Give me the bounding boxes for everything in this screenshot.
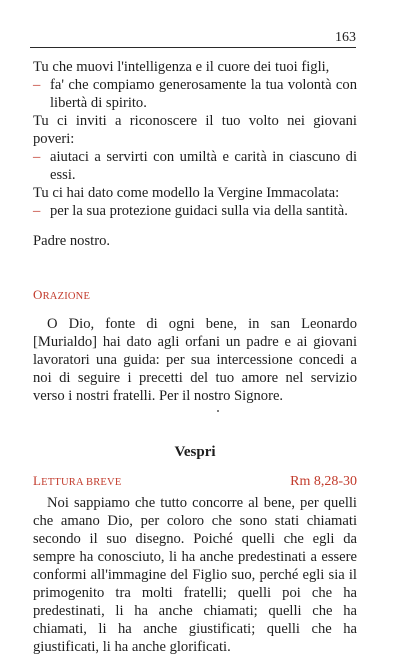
intercession-response-text: fa' che compiamo generosamente la tua volontà con libertà di spirito. [50,77,357,111]
lettura-text: Noi sappiamo che tutto concorre al bene, per quelli che amano Dio, per coloro che sono stati chiamati secondo il suo disegno. Poiché quelli che egli da sempre ha conosciuto, li ha anche predestinati a essere conformi all'immagine del Figlio suo, perché egli sia il primogenito tra molti fratelli; quelli poi che ha predestinati, li ha anche chiamati; quelli che ha chiamati, li ha anche giustificati; quelli che ha giustificati, li ha anche glorificati. [33,495,357,655]
response-dash: – [33,149,41,165]
response-dash: – [33,77,41,93]
page-number: 163 [335,30,356,45]
vespri-title: Vespri [174,444,216,460]
page-content [33,58,357,656]
intercession-response-text: aiutaci a servirti con umiltà e carità in ciascuno di essi. [50,149,357,183]
intercession-3 [33,184,357,220]
intercession-1 [33,58,357,112]
padre-nostro: Padre nostro. [33,233,111,249]
intercession-response [33,202,357,220]
intercession-response [33,76,357,112]
orazione-text: O Dio, fonte di ogni bene, in san Leonardo [Murialdo] hai dato agli orfani un padre e ai giovani lavoratori una guida: per sua intercessione concedi a noi di seguire i precetti del tuo amore nel servizio verso i nostri fratelli. Per il nostro Signore. [33,316,357,404]
orazione-label: ORAZIONE [33,287,91,302]
lettura-reference: Rm 8,28-30 [290,474,357,489]
paper-speck [217,410,219,412]
intercession-response-text: per la sua protezione guidaci sulla via della santità. [50,203,348,219]
header-rule [30,47,356,48]
intercession-2 [33,112,357,184]
lettura-header [33,473,357,490]
intercession-call: Tu che muovi l'intelligenza e il cuore dei tuoi figli, [33,59,330,75]
intercession-call: Tu ci hai dato come modello la Vergine Immacolata: [33,185,340,201]
intercession-response [33,148,357,184]
response-dash: – [33,203,41,219]
intercession-call: Tu ci inviti a riconoscere il tuo volto nei giovani poveri: [33,113,357,147]
lettura-label: LETTURA BREVE [33,473,122,488]
